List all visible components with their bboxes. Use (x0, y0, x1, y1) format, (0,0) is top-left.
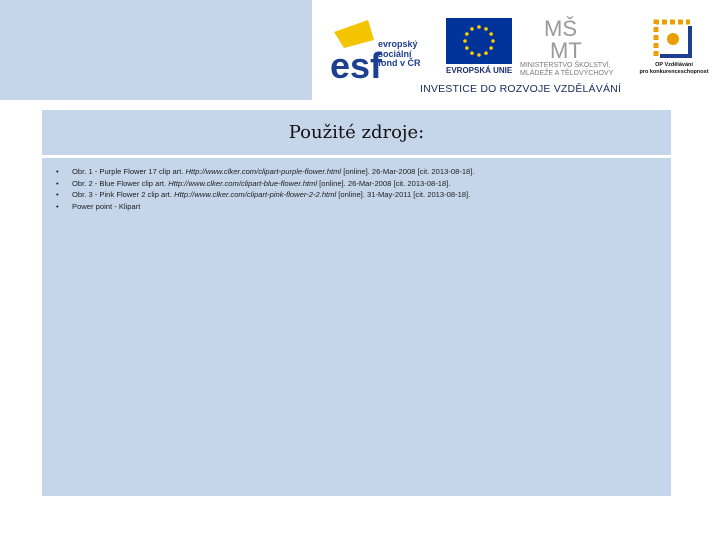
eu-star (470, 51, 474, 55)
op-text (638, 62, 710, 76)
eu-star (470, 27, 474, 31)
eu-star (491, 39, 495, 43)
source-item (56, 201, 656, 213)
source-citation: [online]. 26-Mar-2008 [cit. 2013-08-18]. (341, 167, 475, 176)
slide-title: Použité zdroje: (288, 122, 425, 143)
msmt-logo-icon (542, 16, 606, 60)
bullet-icon: • (56, 178, 59, 188)
svg-text:MŠ: MŠ (544, 16, 577, 41)
eu-star (484, 51, 488, 55)
source-citation: [online]. 26-Mar-2008 [cit. 2013-08-18]. (317, 178, 451, 188)
esf-line-3: fond v ČR (378, 58, 421, 68)
source-item (56, 166, 656, 178)
esf-line-2: sociální (378, 48, 412, 59)
msmt-line-1: MINISTERSTVO ŠKOLSTVÍ, (520, 62, 611, 69)
source-citation: [online]. 31-May-2011 [cit. 2013-08-18]. (336, 190, 471, 199)
source-text: Obr. 3 - Pink Flower 2 clip art. (72, 190, 175, 199)
op-line-2: pro konkurenceschopnost (639, 69, 709, 75)
header-blue-block (0, 0, 312, 100)
eu-star (477, 53, 481, 57)
source-url[interactable]: Http://www.clker.com/clipart-pink-flower-2-2.html (174, 190, 337, 199)
op-line-1: OP Vzdělávání (655, 62, 693, 68)
eu-star (465, 46, 469, 50)
source-text: Power point - Klipart (72, 201, 141, 211)
eu-star (463, 39, 467, 43)
msmt-line-2: MLÁDEŽE A TĚLOVÝCHOVY (520, 70, 614, 77)
eu-star (489, 32, 493, 36)
title-bar (42, 110, 671, 158)
bullet-icon: • (56, 190, 59, 199)
investice-slogan: INVESTICE DO ROZVOJE VZDĚLÁVÁNÍ (420, 83, 622, 95)
msmt-text (520, 62, 613, 78)
eu-label: EVROPSKÁ UNIE (446, 66, 513, 75)
eu-star (484, 27, 488, 31)
source-text: Obr. 2 - Blue Flower clip art. (72, 178, 169, 188)
esf-text (378, 40, 421, 69)
bullet-icon: • (56, 167, 59, 176)
source-text: Obr. 1 - Purple Flower 17 clip art. (72, 167, 186, 176)
sources-list (56, 166, 656, 212)
source-url[interactable]: Http://www.clker.com/clipart-purple-flower.html (185, 167, 342, 176)
esf-line-1: evropský (378, 39, 418, 49)
slide-panel (42, 110, 671, 496)
eu-star (489, 46, 493, 50)
eu-flag-icon (446, 18, 512, 64)
eu-star (477, 25, 481, 29)
logo-strip (320, 8, 720, 100)
source-item (56, 178, 656, 190)
source-item (56, 189, 656, 201)
bullet-icon: • (56, 201, 59, 211)
eu-star (465, 32, 469, 36)
source-url[interactable]: Http://www.clker.com/clipart-blue-flower.html (168, 178, 318, 188)
svg-text:esf: esf (330, 45, 383, 80)
svg-text:MT: MT (550, 38, 582, 60)
op-logo-icon (650, 16, 696, 60)
